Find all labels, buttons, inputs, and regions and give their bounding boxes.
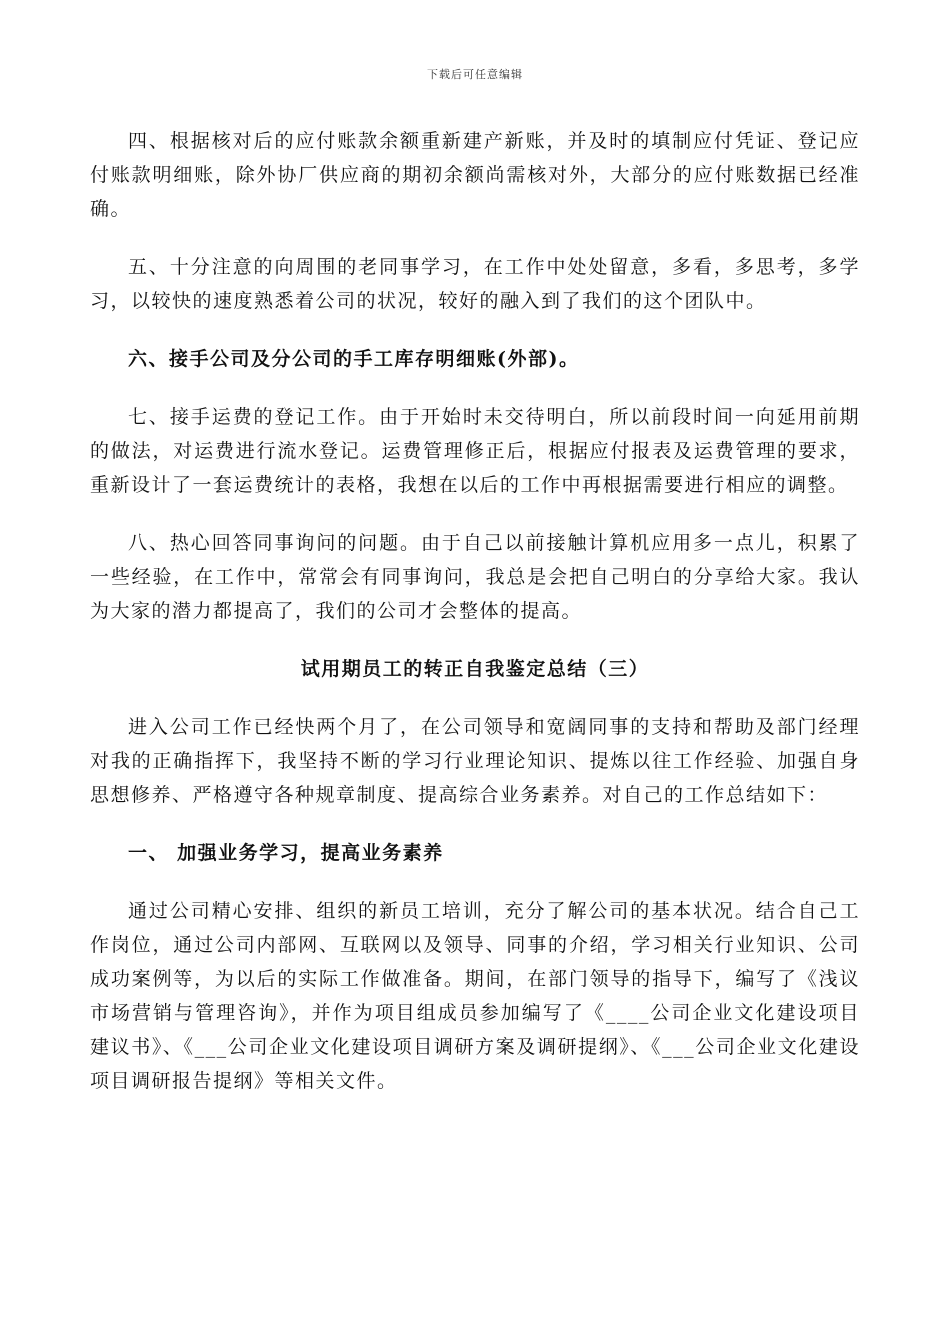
paragraph-item-6: 六、接手公司及分公司的手工库存明细账(外部)。 bbox=[128, 348, 580, 370]
last-paragraph: 通过公司精心安排、组织的新员工培训，充分了解公司的基本状况。结合自己工作岗位，通过公司内部网、互联网以及领导、同事的介绍，学习相关行业知识、公司成功案例等，为以后的实际工作做准备。期间，在部门领导的指导下，编写了《浅议市场营销与管理咨询》，并作为项目组成员参加编写了《____公司企业文化建设项目建议书》、《___公司企业文化建设项目调研方案及调研提纲》、《___公司企业文化建设项目调研报告提纲》等相关文件。 bbox=[90, 900, 860, 1092]
paragraph-item-7: 七、接手运费的登记工作。由于开始时未交待明白，所以前段时间一向延用前期的做法，对运费进行流水登记。运费管理修正后，根据应付报表及运费管理的要求，重新设计了一套运费统计的表格，我想在以后的工作中再根据需要进行相应的调整。 bbox=[90, 406, 860, 496]
subheading: 一、 加强业务学习，提高业务素养 bbox=[128, 842, 444, 864]
document-body bbox=[90, 124, 860, 1122]
page-header-note: 下载后可任意编辑 bbox=[427, 68, 523, 81]
paragraph-item-5: 五、十分注意的向周围的老同事学习，在工作中处处留意，多看，多思考，多学习，以较快的速度熟悉着公司的状况，较好的融入到了我们的这个团队中。 bbox=[90, 256, 860, 312]
section-title: 试用期员工的转正自我鉴定总结（三） bbox=[300, 658, 650, 680]
intro-paragraph: 进入公司工作已经快两个月了，在公司领导和宽阔同事的支持和帮助及部门经理对我的正确指挥下，我坚持不断的学习行业理论知识、提炼以往工作经验、加强自身思想修养、严格遵守各种规章制度、提高综合业务素养。对自己的工作总结如下： bbox=[90, 716, 860, 806]
paragraph-item-8: 八、热心回答同事询问的问题。由于自己以前接触计算机应用多一点儿，积累了一些经验，在工作中，常常会有同事询问，我总是会把自己明白的分享给大家。我认为大家的潜力都提高了，我们的公司才会整体的提高。 bbox=[90, 532, 860, 622]
paragraph-item-4: 四、根据核对后的应付账款余额重新建产新账，并及时的填制应付凭证、登记应付账款明细账，除外协厂供应商的期初余额尚需核对外，大部分的应付账数据已经准确。 bbox=[90, 130, 860, 220]
